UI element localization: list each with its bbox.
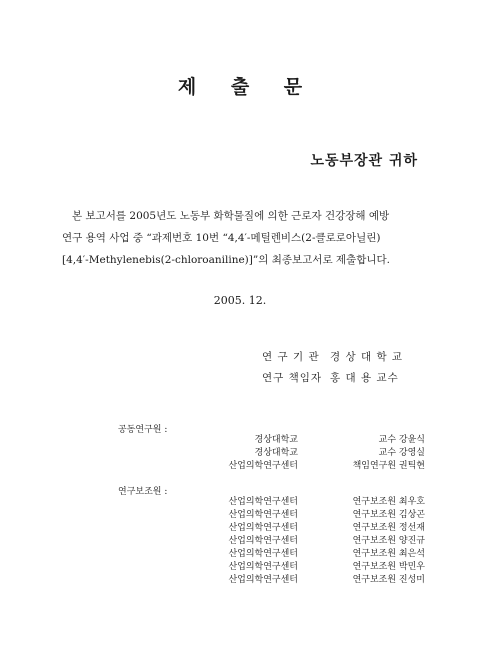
lead-researcher-label: 연구 책임자 <box>262 372 323 384</box>
lead-researcher-value: 홍 대 용 교수 <box>330 372 399 384</box>
researcher-institution: 산업의학연구센터 <box>228 549 298 559</box>
lead-researcher-line <box>262 370 399 385</box>
institution-line <box>262 349 403 364</box>
researcher-institution: 산업의학연구센터 <box>228 523 298 533</box>
researcher-institution: 경상대학교 <box>254 435 298 445</box>
institution-label: 연 구 기 관 <box>262 351 320 363</box>
submission-date: 2005. 12. <box>213 294 267 307</box>
researcher-institution: 산업의학연구센터 <box>228 575 298 585</box>
assistant-researchers-label: 연구보조원 : <box>118 487 168 497</box>
researcher-institution: 산업의학연구센터 <box>228 510 298 520</box>
researcher-name: 책임연구원 권틱현 <box>352 461 425 471</box>
researcher-name: 연구보조원 양진규 <box>352 536 425 546</box>
body-line-1: 본 보고서를 2005년도 노동부 화학물질에 의한 근로자 건강장해 예방 <box>72 210 390 222</box>
page-title: 제 출 문 <box>177 76 317 98</box>
recipient: 노동부장관 귀하 <box>310 153 418 169</box>
researcher-institution: 산업의학연구센터 <box>228 562 298 572</box>
researcher-institution: 산업의학연구센터 <box>228 536 298 546</box>
researcher-name: 연구보조원 정선재 <box>352 523 425 533</box>
researcher-name: 연구보조원 최은석 <box>352 549 425 559</box>
researcher-name: 교수 강윤식 <box>378 435 425 445</box>
joint-researchers-label: 공동연구원 : <box>118 425 168 435</box>
institution-value: 경 상 대 학 교 <box>330 351 404 363</box>
body-line-2: 연구 용역 사업 중 “과제번호 10번 “4,4′-메틸렌비스(2-클로로아닐린) <box>62 232 381 244</box>
researcher-name: 연구보조원 최우호 <box>352 497 425 507</box>
researcher-name: 연구보조원 박민우 <box>352 562 425 572</box>
researcher-name: 연구보조원 진성미 <box>352 575 425 585</box>
researcher-institution: 경상대학교 <box>254 448 298 458</box>
body-line-3: [4,4′-Methylenebis(2-chloroaniline)]”의 최종보고서로 제출합니다. <box>62 254 390 266</box>
body-paragraph <box>62 205 422 271</box>
researcher-institution: 산업의학연구센터 <box>228 497 298 507</box>
researcher-institution: 산업의학연구센터 <box>228 461 298 471</box>
researcher-name: 교수 강영실 <box>378 448 425 458</box>
researcher-name: 연구보조원 김상곤 <box>352 510 425 520</box>
